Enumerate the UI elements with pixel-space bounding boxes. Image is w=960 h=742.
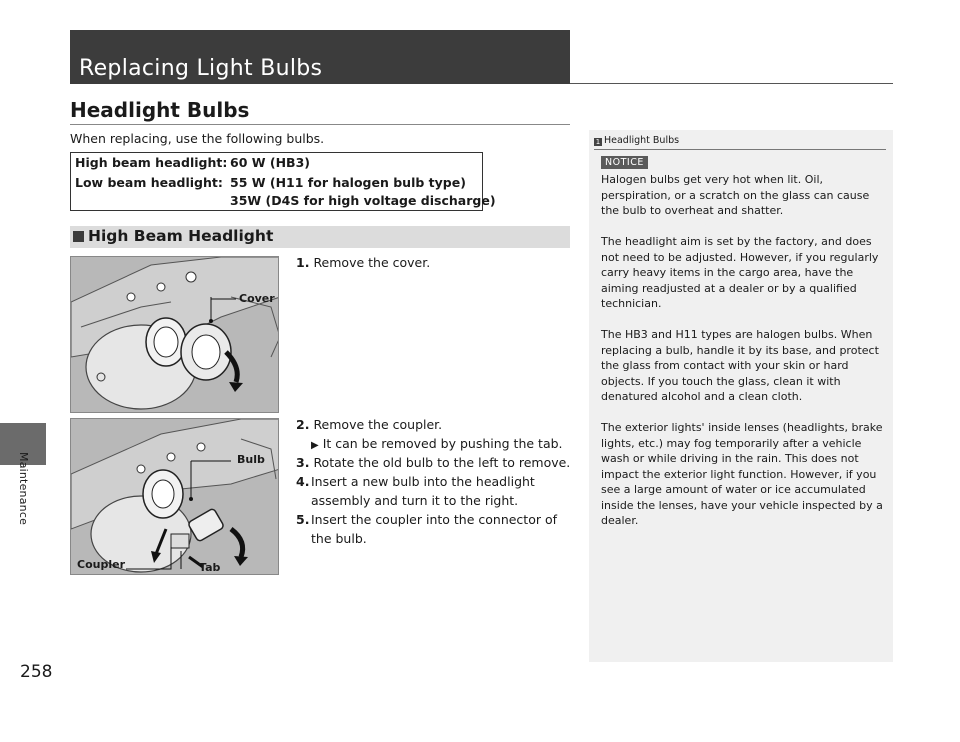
intro-text: When replacing, use the following bulbs. xyxy=(70,131,325,146)
step-1 xyxy=(296,253,571,272)
page-number: 258 xyxy=(20,662,53,682)
cover-illustration xyxy=(71,257,279,413)
panel-paragraph-1: Halogen bulbs get very hot when lit. Oil, perspiration, or a scratch on the glass can cause the bulb to overheat and shatter. xyxy=(601,173,870,217)
tab-label: Tab xyxy=(199,561,221,574)
section-rule xyxy=(70,124,570,125)
title-rule xyxy=(570,83,893,84)
step-3-text: Rotate the old bulb to the left to remove. xyxy=(313,455,571,470)
step-4-text: Insert a new bulb into the headlight assembly and turn it to the right. xyxy=(311,474,535,508)
subsection-heading: High Beam Headlight xyxy=(88,227,274,245)
high-beam-value: 60 W (HB3) xyxy=(230,155,310,170)
bulb-illustration xyxy=(71,419,279,575)
low-beam-value-2: 35W (D4S for high voltage discharge) xyxy=(230,193,496,208)
figure-remove-cover xyxy=(70,256,279,413)
panel-ref-text: Headlight Bulbs xyxy=(604,135,680,146)
step-3-number: 3. xyxy=(296,455,310,470)
low-beam-value-1: 55 W (H11 for halogen bulb type) xyxy=(230,175,466,190)
sub-arrow-icon: ▶ xyxy=(311,440,319,451)
panel-paragraph-2: The headlight aim is set by the factory, and does not need to be adjusted. However, if you regularly carry heavy items in the cargo area, have the aiming readjusted at a dealer or by a qualified technician. xyxy=(601,235,879,310)
panel-paragraph-4: The exterior lights' inside lenses (headlights, brake lights, etc.) may fog temporarily after a vehicle wash or while driving in the rain. This does not impact the exterior light function. However, if you see a large amount of water or ice accumulated inside the lenses, have your vehicle inspected by a dealer. xyxy=(601,421,883,527)
page-title-bar xyxy=(70,30,570,84)
panel-rule xyxy=(594,149,886,150)
reference-icon: 1 xyxy=(595,138,601,146)
page-title: Replacing Light Bulbs xyxy=(79,56,323,81)
low-beam-label: Low beam headlight: xyxy=(75,175,223,190)
step-2-number: 2. xyxy=(296,417,310,432)
step-1-text: Remove the cover. xyxy=(313,255,431,270)
step-2 xyxy=(296,415,571,434)
chapter-label: Maintenance xyxy=(17,452,30,526)
step-4 xyxy=(296,472,571,510)
step-1-number: 1. xyxy=(296,255,310,270)
section-heading: Headlight Bulbs xyxy=(70,98,250,122)
cover-label: Cover xyxy=(239,292,275,305)
panel-reference xyxy=(594,135,679,146)
step-5-number: 5. xyxy=(296,512,310,527)
bulb-label: Bulb xyxy=(237,453,265,466)
step-5 xyxy=(296,510,571,548)
step-3 xyxy=(296,453,571,472)
panel-paragraph-3: The HB3 and H11 types are halogen bulbs. When replacing a bulb, handle it by its base, and protect the glass from contact with your skin or hard objects. If you touch the glass, clean it with denatured alcohol and a clean cloth. xyxy=(601,328,879,403)
side-note-panel xyxy=(589,130,893,662)
step-2-text: Remove the coupler. xyxy=(313,417,443,432)
step-2-subtext: It can be removed by pushing the tab. xyxy=(322,436,563,451)
coupler-label: Coupler xyxy=(77,558,125,571)
square-bullet-icon xyxy=(73,231,84,242)
step-2-subnote xyxy=(296,434,571,455)
step-4-number: 4. xyxy=(296,474,310,489)
figure-remove-bulb xyxy=(70,418,279,575)
bulb-spec-table xyxy=(70,152,496,211)
step-5-text: Insert the coupler into the connector of the bulb. xyxy=(311,512,558,546)
high-beam-label: High beam headlight: xyxy=(75,155,228,170)
panel-body xyxy=(601,172,887,544)
notice-badge: NOTICE xyxy=(601,156,648,169)
subsection-bar xyxy=(70,226,570,248)
